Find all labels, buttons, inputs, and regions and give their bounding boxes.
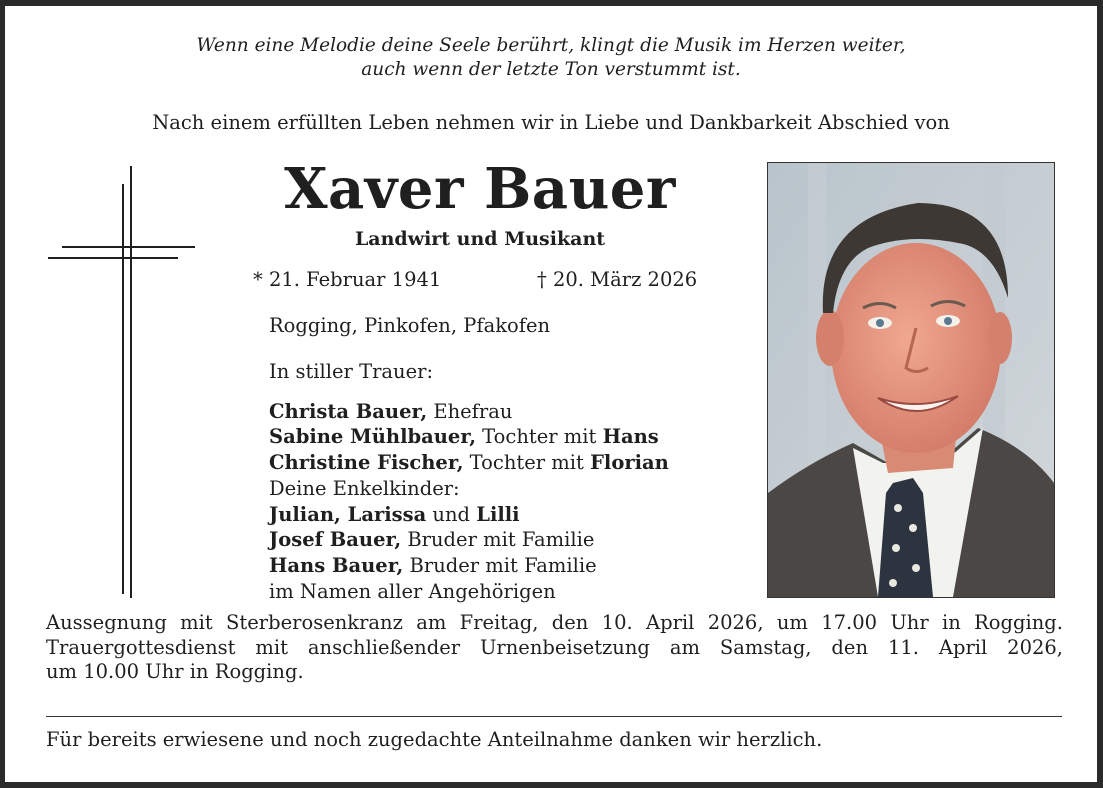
- mourner-line: Sabine Mühlbauer, Tochter mit Hans: [269, 425, 659, 449]
- ceremony-line-2: Trauergottesdienst mit anschließender Urnenbeisetzung am Samstag, den 11. April 2026,: [46, 635, 1063, 659]
- obituary-card: [5, 6, 1097, 782]
- deceased-name: Xaver Bauer: [284, 156, 676, 222]
- mourner-line: Julian, Larissa und Lilli: [269, 502, 520, 526]
- intro-text: Nach einem erfüllten Leben nehmen wir in Liebe und Dankbarkeit Abschied von: [152, 111, 950, 134]
- portrait-photo: [767, 162, 1055, 598]
- deceased-occupation: Landwirt und Musikant: [354, 228, 606, 250]
- mourner-line: Deine Enkelkinder:: [269, 476, 460, 500]
- mourners-heading: In stiller Trauer:: [269, 360, 434, 383]
- ceremony-details: [46, 611, 1063, 685]
- mourner-line: Christine Fischer, Tochter mit Florian: [269, 451, 669, 475]
- motto-line-2: auch wenn der letzte Ton verstummt ist.: [361, 59, 741, 80]
- ceremony-line-3: um 10.00 Uhr in Rogging.: [46, 660, 304, 683]
- mourner-line: im Namen aller Angehörigen: [269, 579, 556, 603]
- mourner-line: Christa Bauer, Ehefrau: [269, 399, 513, 423]
- mourners-list: [269, 359, 669, 604]
- mourner-line: Josef Bauer, Bruder mit Familie: [269, 528, 595, 552]
- divider: [46, 716, 1062, 717]
- mourner-line: Hans Bauer, Bruder mit Familie: [269, 553, 597, 577]
- cross-icon-vertical-2: [130, 166, 132, 598]
- motto-quote: [5, 34, 1097, 82]
- death-date: † 20. März 2026: [537, 268, 698, 291]
- motto-line-1: Wenn eine Melodie deine Seele berührt, klingt die Musik im Herzen weiter,: [196, 35, 906, 56]
- thanks-text: Für bereits erwiesene und noch zugedachte Anteilnahme danken wir herzlich.: [46, 728, 823, 751]
- birth-date: * 21. Februar 1941: [253, 268, 442, 291]
- cross-icon-horizontal-2: [48, 257, 178, 259]
- places: Rogging, Pinkofen, Pfakofen: [269, 314, 551, 337]
- ceremony-line-1: Aussegnung mit Sterberosenkranz am Freitag, den 10. April 2026, um 17.00 Uhr in Rogging.: [46, 611, 1063, 634]
